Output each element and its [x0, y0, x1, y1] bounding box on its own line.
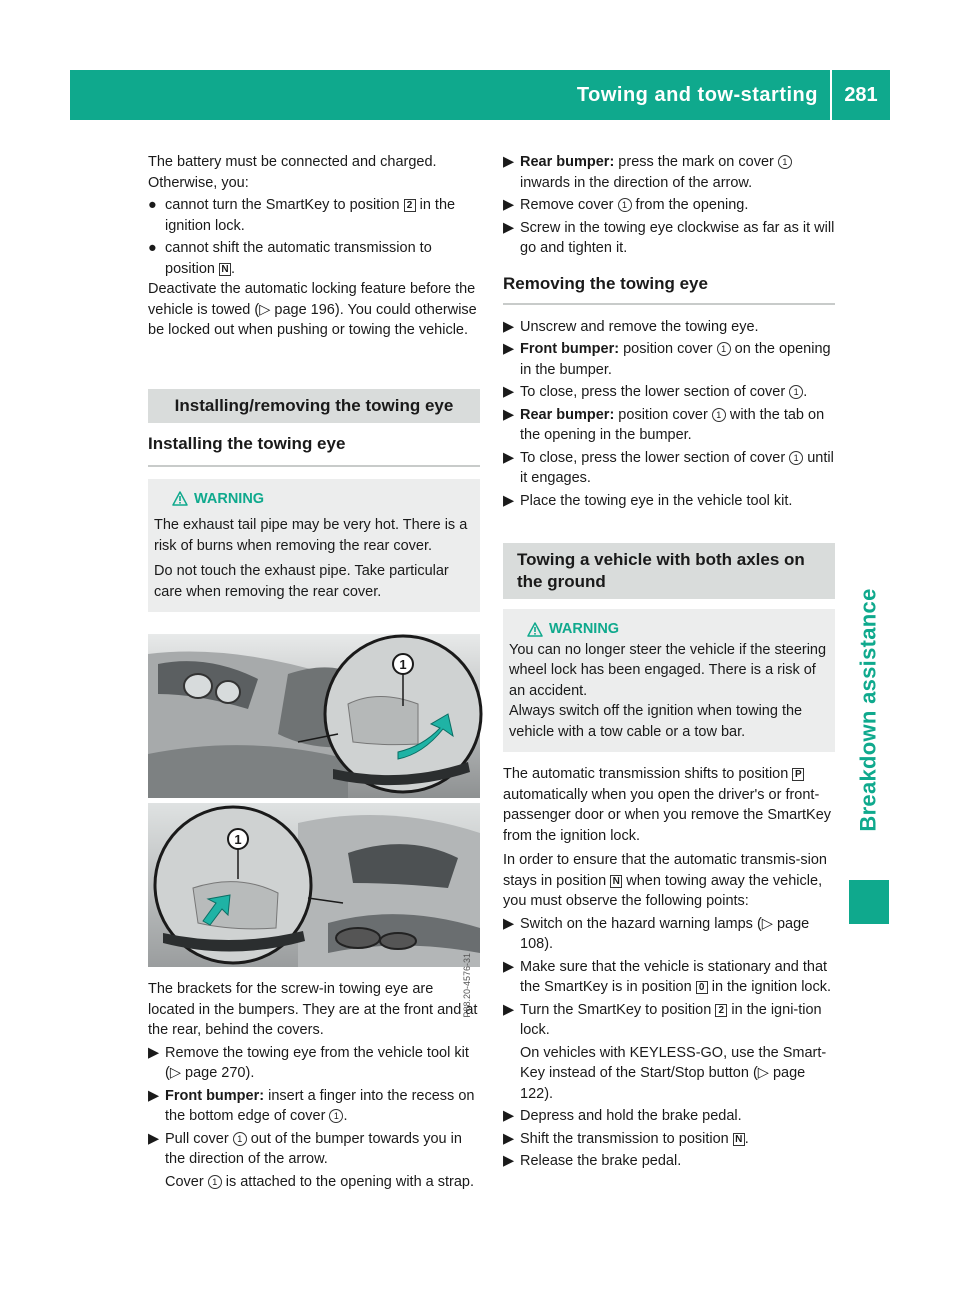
- side-tab-marker: [849, 880, 889, 924]
- section-heading: Towing a vehicle with both axles on the ground: [503, 543, 835, 599]
- warning-box: [148, 479, 480, 613]
- position-0-icon: 0: [696, 981, 708, 994]
- step-item: ▶ Release the brake pedal.: [503, 1151, 835, 1172]
- step-arrow-icon: ▶: [503, 197, 515, 213]
- callout-1-icon: 1: [789, 451, 803, 465]
- position-2-icon: 2: [715, 1004, 727, 1017]
- step-arrow-icon: ▶: [503, 318, 515, 335]
- warning-heading: WARNING: [527, 619, 829, 640]
- step-item: ▶ Pull cover 1 out of the bumper towards you in the direction of the arrow.: [148, 1130, 462, 1167]
- position-2-icon: 2: [404, 199, 416, 212]
- step-item: ▶ Turn the SmartKey to position 2 in the igni-tion lock.: [503, 1001, 822, 1038]
- bullet-item: ● cannot turn the SmartKey to position 2 in the ignition lock.: [148, 197, 456, 234]
- warning-text: Always switch off the ignition when towing the vehicle with a tow cable or a tow bar.: [509, 703, 803, 740]
- step-arrow-icon: ▶: [503, 341, 515, 357]
- step-arrow-icon: ▶: [503, 1130, 515, 1147]
- step-arrow-icon: ▶: [148, 1044, 160, 1061]
- step-arrow-icon: ▶: [148, 1130, 160, 1147]
- step-item: ▶ Unscrew and remove the towing eye.: [503, 317, 835, 338]
- callout-1-icon: 1: [233, 1132, 247, 1146]
- right-column: [503, 152, 835, 1172]
- svg-text:1: 1: [399, 657, 407, 672]
- bullet-icon: ●: [148, 197, 157, 213]
- callout-1-icon: 1: [618, 198, 632, 212]
- deactivate-paragraph: Deactivate the automatic locking feature before the vehicle is towed (▷ page 196). You could otherwise be locked out when pushing or towing the vehicle.: [148, 281, 477, 338]
- svg-text:1: 1: [234, 832, 242, 847]
- side-tab-label: Breakdown assistance: [856, 588, 882, 832]
- page-number: 281: [844, 83, 878, 106]
- bullet-item: ● cannot shift the automatic transmission to position N .: [148, 240, 432, 277]
- side-tab: [849, 560, 889, 860]
- subsection-heading: Installing the towing eye: [148, 433, 480, 467]
- position-n-icon: N: [733, 1133, 745, 1146]
- position-n-icon: N: [610, 875, 622, 888]
- step-item: ▶ Shift the transmission to position N .: [503, 1129, 835, 1150]
- auto-trans-paragraph: The automatic transmission shifts to position P automatically when you open the driver's or front-passenger door or when you remove the SmartKey from the ignition lock.: [503, 766, 832, 844]
- callout-1-icon: 1: [717, 342, 731, 356]
- warning-text: Do not touch the exhaust pipe. Take particular care when removing the rear cover.: [154, 563, 449, 600]
- svg-text:P88.20-4576-31: P88.20-4576-31: [462, 953, 472, 1018]
- step-item: ▶ Rear bumper: press the mark on cover 1 inwards in the direction of the arrow.: [503, 152, 835, 193]
- warning-triangle-icon: [527, 622, 543, 637]
- step-arrow-icon: ▶: [503, 1108, 515, 1124]
- warning-text: The exhaust tail pipe may be very hot. There is a risk of burns when removing the rear cover.: [154, 517, 468, 554]
- step-item: ▶ Screw in the towing eye clockwise as far as it will go and tighten it.: [503, 219, 835, 256]
- intro-line-1: The battery must be connected and charged.: [148, 154, 437, 170]
- step-item: ▶ Front bumper: insert a finger into the recess on the bottom edge of cover 1 .: [148, 1087, 475, 1124]
- subsection-heading: Removing the towing eye: [503, 273, 835, 305]
- step-item: ▶ Make sure that the vehicle is stationary and that the SmartKey is in position 0 in the ignition lock.: [503, 958, 832, 995]
- step-arrow-icon: ▶: [503, 915, 515, 932]
- chapter-title: Towing and tow-starting: [576, 83, 818, 106]
- step-continuation: Cover 1 is attached to the opening with a strap.: [165, 1173, 475, 1190]
- step-item: ▶ Front bumper: position cover 1 on the opening in the bumper.: [503, 341, 831, 378]
- step-arrow-icon: ▶: [503, 406, 515, 423]
- ensure-paragraph: In order to ensure that the automatic transmis-sion stays in position N when towing away the vehicle, you must observe the following points:: [503, 852, 827, 909]
- step-arrow-icon: ▶: [503, 384, 515, 400]
- callout-1-icon: 1: [778, 155, 792, 169]
- step-item: ▶ Place the towing eye in the vehicle tool kit.: [503, 491, 835, 512]
- callout-1-icon: 1: [208, 1175, 222, 1189]
- callout-1-icon: 1: [712, 408, 726, 422]
- step-arrow-icon: ▶: [503, 449, 515, 466]
- warning-box: [503, 609, 835, 752]
- step-item: ▶ Depress and hold the brake pedal.: [503, 1106, 835, 1127]
- step-arrow-icon: ▶: [503, 958, 515, 975]
- step-arrow-icon: ▶: [503, 492, 515, 509]
- intro-line-2: Otherwise, you:: [148, 174, 249, 191]
- position-p-icon: P: [792, 768, 804, 781]
- step-arrow-icon: ▶: [503, 1001, 515, 1018]
- step-item: ▶ Remove cover 1 from the opening.: [503, 195, 835, 216]
- step-continuation: On vehicles with KEYLESS-GO, use the Smart-Key instead of the Start/Stop button (▷ page 122).: [520, 1044, 827, 1102]
- bullet-icon: ●: [148, 240, 157, 256]
- step-arrow-icon: ▶: [503, 1153, 515, 1169]
- step-arrow-icon: ▶: [503, 154, 515, 170]
- warning-text: You can no longer steer the vehicle if the steering wheel lock has been engaged. There is a risk of an accident.: [509, 641, 827, 699]
- step-item: ▶ To close, press the lower section of cover 1 .: [503, 382, 835, 403]
- step-arrow-icon: ▶: [503, 219, 515, 236]
- page-header: [70, 70, 890, 120]
- warning-heading: WARNING: [172, 489, 474, 510]
- front-bumper-picture: [148, 634, 480, 798]
- callout-1-icon: 1: [789, 385, 803, 399]
- section-heading: Installing/removing the towing eye: [148, 389, 480, 423]
- step-arrow-icon: ▶: [148, 1087, 160, 1104]
- callout-1-icon: 1: [329, 1109, 343, 1123]
- position-n-icon: N: [219, 263, 231, 276]
- step-item: ▶ Rear bumper: position cover 1 with the tab on the opening in the bumper.: [503, 406, 825, 443]
- brackets-paragraph: The brackets for the screw-in towing eye are located in the bumpers. They are at the front and at the rear, behind the covers.: [148, 981, 478, 1038]
- left-column: [148, 152, 480, 1192]
- step-item: ▶ Switch on the hazard warning lamps (▷ page 108).: [503, 915, 810, 952]
- warning-triangle-icon: [172, 491, 188, 506]
- step-item: ▶ Remove the towing eye from the vehicle tool kit (▷ page 270).: [148, 1044, 469, 1081]
- step-item: ▶ To close, press the lower section of cover 1 until it engages.: [503, 449, 834, 486]
